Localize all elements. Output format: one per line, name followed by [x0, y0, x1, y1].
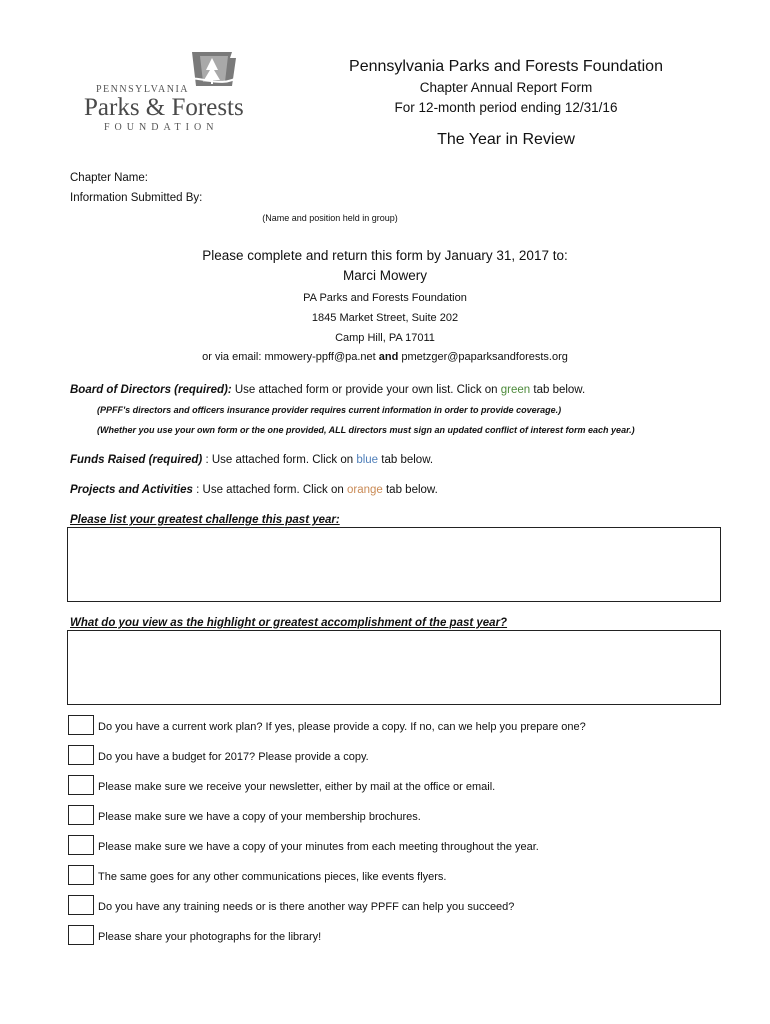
- board-of-directors-line: [70, 384, 585, 396]
- funds-text-before: : Use attached form. Click on: [202, 454, 357, 466]
- checkbox-communications[interactable]: [68, 865, 94, 885]
- checklist-item-newsletter: Please make sure we receive your newsletter, either by mail at the office or email.: [98, 781, 496, 793]
- checklist-item-work-plan: Do you have a current work plan? If yes, please provide a copy. If no, can we help you prepare one?: [98, 721, 586, 733]
- address-line-3: Camp Hill, PA 17011: [335, 332, 435, 344]
- chapter-name-label: Chapter Name:: [70, 172, 148, 184]
- funds-raised-line: [70, 454, 433, 466]
- email-line: [0, 351, 770, 363]
- projects-color-word: orange: [346, 484, 383, 496]
- recipient-name: Marci Mowery: [342, 268, 427, 283]
- checklist-item-budget: Do you have a budget for 2017? Please provide a copy.: [98, 751, 369, 763]
- funds-label: Funds Raised (required): [70, 454, 203, 466]
- highlight-question: What do you view as the highlight or greatest accomplishment of the past year?: [70, 617, 508, 629]
- email-primary[interactable]: or via email: mmowery-ppff@pa.net: [202, 351, 379, 363]
- section-title: The Year in Review: [437, 131, 575, 148]
- projects-text-before: : Use attached form. Click on: [192, 484, 347, 496]
- report-period: For 12-month period ending 12/31/16: [394, 100, 618, 115]
- checkbox-training[interactable]: [68, 895, 94, 915]
- email-and: and: [378, 351, 399, 363]
- checklist-item-communications: The same goes for any other communications pieces, like events flyers.: [98, 871, 447, 883]
- highlight-answer-field[interactable]: [67, 630, 721, 705]
- foundation-logo: [80, 50, 260, 136]
- projects-label: Projects and Activities: [70, 484, 193, 496]
- checkbox-newsletter[interactable]: [68, 775, 94, 795]
- checkbox-work-plan[interactable]: [68, 715, 94, 735]
- challenge-question: Please list your greatest challenge this past year:: [70, 514, 340, 526]
- checkbox-minutes[interactable]: [68, 835, 94, 855]
- projects-text-after: tab below.: [382, 484, 438, 496]
- board-label: Board of Directors (required):: [70, 384, 232, 396]
- funds-color-word: blue: [356, 454, 379, 466]
- board-text-after: tab below.: [530, 384, 586, 396]
- logo-bottom-text: FOUNDATION: [104, 122, 219, 133]
- funds-text-after: tab below.: [378, 454, 434, 466]
- checkbox-brochures[interactable]: [68, 805, 94, 825]
- address-line-2: 1845 Market Street, Suite 202: [311, 312, 459, 324]
- projects-line: [70, 484, 438, 496]
- checkbox-photographs[interactable]: [68, 925, 94, 945]
- submitted-by-hint: (Name and position held in group): [262, 213, 398, 223]
- address-line-1: PA Parks and Forests Foundation: [303, 292, 467, 304]
- email-secondary[interactable]: pmetzger@paparksandforests.org: [398, 351, 568, 363]
- board-note-conflict: (Whether you use your own form or the one provided, ALL directors must sign an updated conflict of interest form each year.): [97, 425, 635, 435]
- form-name: Chapter Annual Report Form: [419, 80, 593, 95]
- logo-top-text: PENNSYLVANIA: [96, 84, 190, 95]
- submitted-by-label: Information Submitted By:: [70, 192, 203, 204]
- checkbox-budget[interactable]: [68, 745, 94, 765]
- checklist-item-photographs: Please share your photographs for the library!: [98, 931, 322, 943]
- challenge-answer-field[interactable]: [67, 527, 721, 602]
- board-color-word: green: [500, 384, 531, 396]
- checklist-item-training: Do you have any training needs or is there another way PPFF can help you succeed?: [98, 901, 515, 913]
- board-text-before: Use attached form or provide your own list. Click on: [231, 384, 501, 396]
- checklist-item-minutes: Please make sure we have a copy of your minutes from each meeting throughout the year.: [98, 841, 539, 853]
- checklist-item-brochures: Please make sure we have a copy of your membership brochures.: [98, 811, 421, 823]
- return-instruction: Please complete and return this form by January 31, 2017 to:: [202, 248, 568, 263]
- logo-main-text: Parks & Forests: [84, 94, 244, 121]
- organization-name: Pennsylvania Parks and Forests Foundation: [349, 58, 663, 75]
- board-note-insurance: (PPFF's directors and officers insurance provider requires current information in order to provide coverage.): [97, 405, 562, 415]
